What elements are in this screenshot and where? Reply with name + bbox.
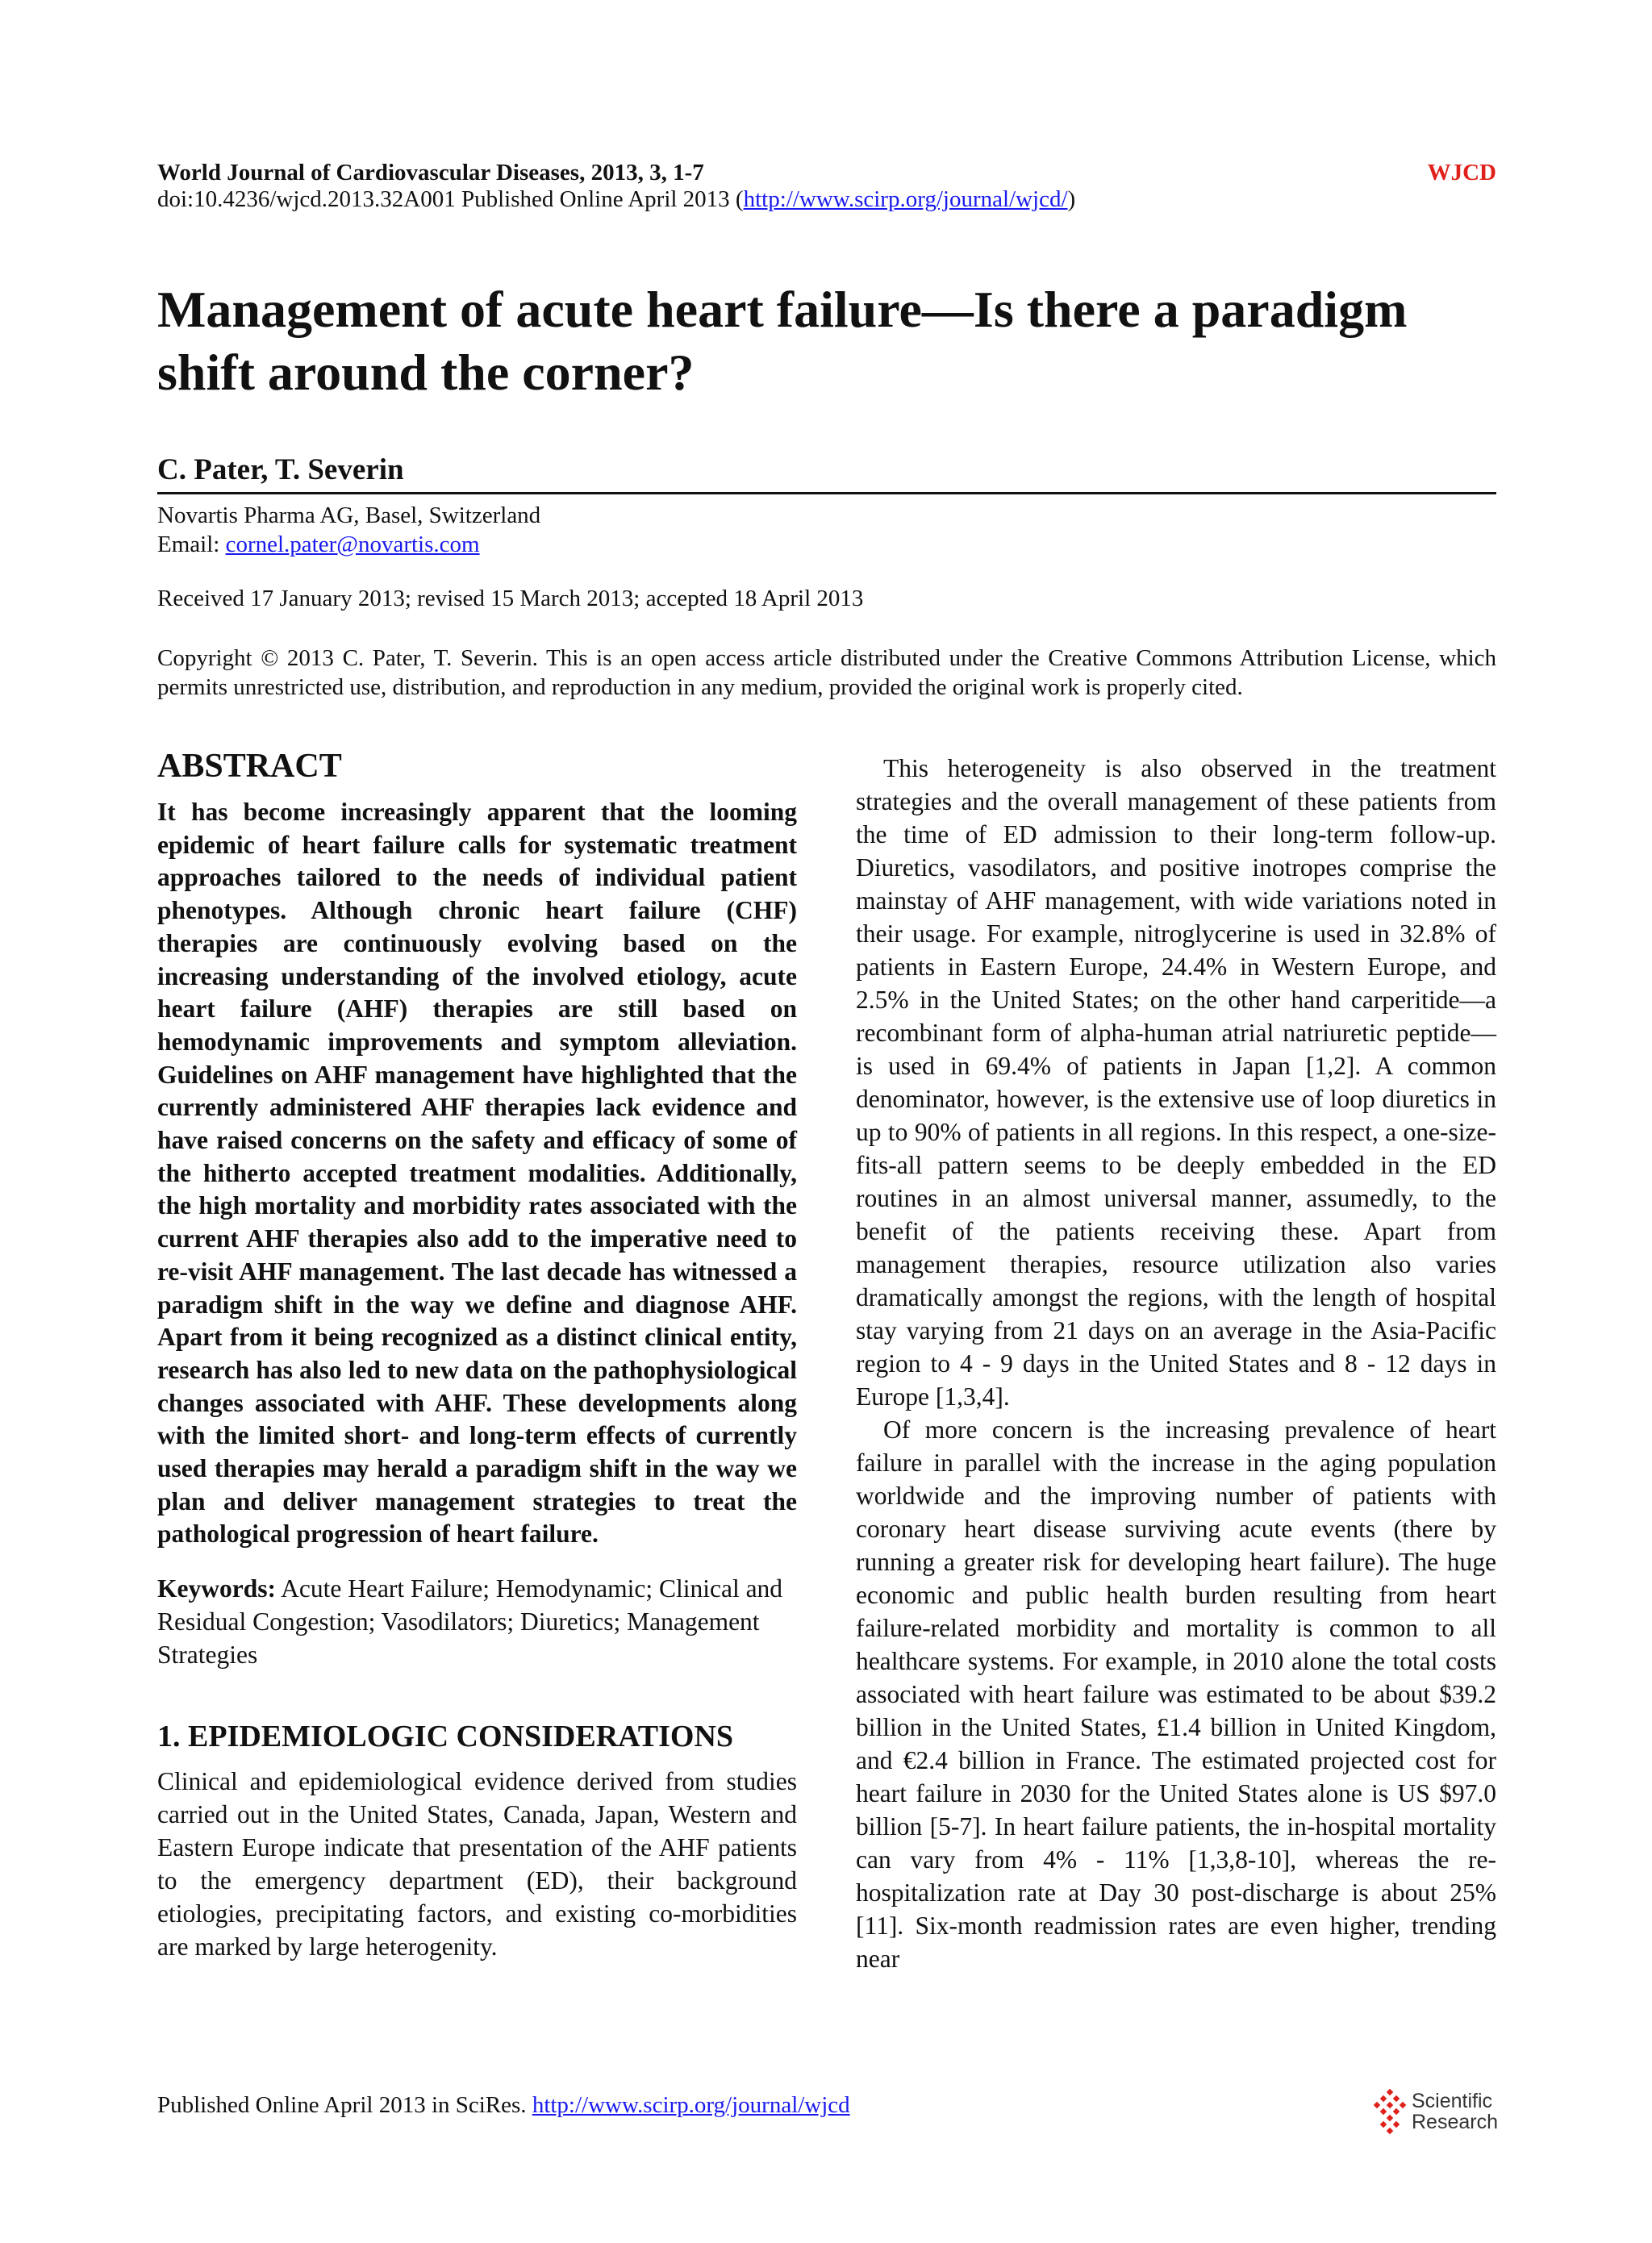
left-column bbox=[157, 746, 797, 1963]
journal-url-link[interactable]: http://www.scirp.org/journal/wjcd/ bbox=[743, 186, 1068, 212]
email-link[interactable]: cornel.pater@novartis.com bbox=[225, 532, 480, 557]
doi-suffix: ) bbox=[1067, 186, 1076, 212]
section-heading: 1. EPIDEMIOLOGIC CONSIDERATIONS bbox=[157, 1720, 734, 1754]
authors: C. Pater, T. Severin bbox=[157, 453, 404, 486]
author-divider bbox=[157, 492, 1496, 494]
abstract-heading: ABSTRACT bbox=[157, 748, 342, 785]
abstract-text: It has become increasingly apparent that the looming epidemic of heart failure calls for systematic treatment approaches tailored to the needs of individual patient phenotypes. Although chronic heart failure (CHF) therapies are continuously evolving based on the increasing understanding of the involved etiology, acute heart failure (AHF) therapies are still based on hemodynamic improvements and symptom alleviation. Guidelines on AHF management have highlighted that the currently administered AHF therapies lack evidence and have raised concerns on the safety and efficacy of some of the hitherto accepted treatment modalities. Additionally, the high mortality and morbidity rates associated with the current AHF therapies also add to the imperative need to re-visit AHF management. The last decade has witnessed a paradigm shift in the way we define and diagnose AHF. Apart from it being recognized as a distinct clinical entity, research has also led to new data on the pathophysiological changes associated with AHF. These developments along with the limited short- and long-term effects of currently used therapies may herald a paradigm shift in the way we plan and deliver management strategies to treat the pathological progression of heart failure. bbox=[157, 798, 797, 1549]
logo-diamond bbox=[1400, 2102, 1406, 2108]
footer-journal-link[interactable]: http://www.scirp.org/journal/wjcd bbox=[532, 2092, 850, 2118]
right-column bbox=[856, 752, 1496, 1975]
affiliation: Novartis Pharma AG, Basel, Switzerland bbox=[157, 502, 541, 528]
paragraph: Of more concern is the increasing prevalence of heart failure in parallel with the increase in the aging population worldwide and the improving number of patients with coronary heart disease surviving acute events (there by running a greater risk for developing heart failure). The huge economic and public health burden resulting from heart failure-related morbidity and mortality is common to all healthcare systems. For example, in 2010 alone the total costs associated with heart failure was estimated to be about $39.2 billion in the United States, £1.4 billion in United Kingdom, and €2.4 billion in France. The estimated projected cost for heart failure in 2030 for the United States alone is US $97.0 billion [5-7]. In heart failure patients, the in-hospital mortality can vary from 4% - 11% [1,3,8-10], whereas the re-hospitalization rate at Day 30 post-discharge is about 25% [11]. Six-month readmission rates are even higher, trending near bbox=[856, 1415, 1496, 1973]
logo-diamond bbox=[1387, 2089, 1393, 2095]
logo-line-1: Scientific bbox=[1412, 2090, 1493, 2112]
title-line-1: Management of acute heart failure—Is there a paradigm bbox=[157, 281, 1408, 338]
page-footer bbox=[157, 2092, 850, 2119]
title-line-2: shift around the corner? bbox=[157, 344, 695, 401]
email-line bbox=[157, 530, 540, 559]
journal-citation: World Journal of Cardiovascular Diseases, 2013, 3, 1-7 bbox=[157, 160, 704, 186]
article-title bbox=[157, 278, 1529, 404]
logo-diamond bbox=[1374, 2102, 1380, 2108]
doi-line bbox=[157, 186, 1075, 213]
received-dates: Received 17 January 2013; revised 15 March 2013; accepted 18 April 2013 bbox=[157, 586, 864, 611]
keywords-label: Keywords: bbox=[157, 1574, 276, 1603]
email-label: Email: bbox=[157, 532, 226, 557]
logo-diamond-icon bbox=[1371, 2089, 1408, 2134]
keywords bbox=[157, 1572, 797, 1671]
logo-line-2: Research bbox=[1412, 2111, 1498, 2133]
logo-diamond bbox=[1380, 2095, 1387, 2102]
logo-diamond bbox=[1393, 2108, 1400, 2115]
affiliation-block bbox=[157, 501, 540, 559]
copyright-notice: Copyright © 2013 C. Pater, T. Severin. This is an open access article distributed under the Creative Commons Attribution License, which permits unrestricted use, distribution, and reproduction in any medium, provided the original work is properly cited. bbox=[157, 645, 1496, 700]
logo-diamond bbox=[1380, 2108, 1387, 2115]
logo-diamond bbox=[1393, 2095, 1400, 2102]
footer-text: Published Online April 2013 in SciRes. bbox=[157, 2092, 532, 2118]
logo-diamond bbox=[1387, 2128, 1393, 2134]
logo-wordmark bbox=[1412, 2091, 1498, 2133]
keywords-text: Acute Heart Failure; Hemodynamic; Clinical and Residual Congestion; Vasodilators; Diuretics; Management Strategies bbox=[157, 1574, 783, 1670]
paragraph: Clinical and epidemiological evidence derived from studies carried out in the United States, Canada, Japan, Western and Eastern Europe indicate that presentation of the AHF patients to the emergency department (ED), their background etiologies, precipitating factors, and existing co-morbidities are marked by large heterogenity. bbox=[157, 1767, 797, 1962]
doi-text: doi:10.4236/wjcd.2013.32A001 Published Online April 2013 ( bbox=[157, 186, 744, 212]
logo-diamond bbox=[1393, 2121, 1400, 2128]
logo-diamond bbox=[1387, 2115, 1393, 2121]
logo-diamond bbox=[1387, 2102, 1393, 2108]
scientific-research-logo bbox=[1371, 2089, 1500, 2137]
journal-abbrev: WJCD bbox=[1427, 160, 1496, 186]
paragraph: This heterogeneity is also observed in the treatment strategies and the overall management of these patients from the time of ED admission to their long-term follow-up. Diuretics, vasodilators, and positive inotropes comprise the mainstay of AHF management, with wide variations noted in their usage. For example, nitroglycerine is used in 32.8% of patients in Eastern Europe, 24.4% in Western Europe, and 2.5% in the United States; on the other hand carperitide—a recombinant form of alpha-human atrial natriuretic peptide—is used in 69.4% of patients in Japan [1,2]. A common denominator, however, is the extensive use of loop diuretics in up to 90% of patients in all regions. In this respect, a one-size-fits-all pattern seems to be deeply embedded in the ED routines in an almost universal manner, assumedly, to the benefit of the patients receiving these. Apart from management therapies, resource utilization also varies dramatically amongst the regions, with the length of hospital stay varying from 21 days on an average in the Asia-Pacific region to 4 - 9 days in the United States and 8 - 12 days in Europe [1,3,4]. bbox=[856, 754, 1496, 1411]
logo-diamond bbox=[1380, 2121, 1387, 2128]
